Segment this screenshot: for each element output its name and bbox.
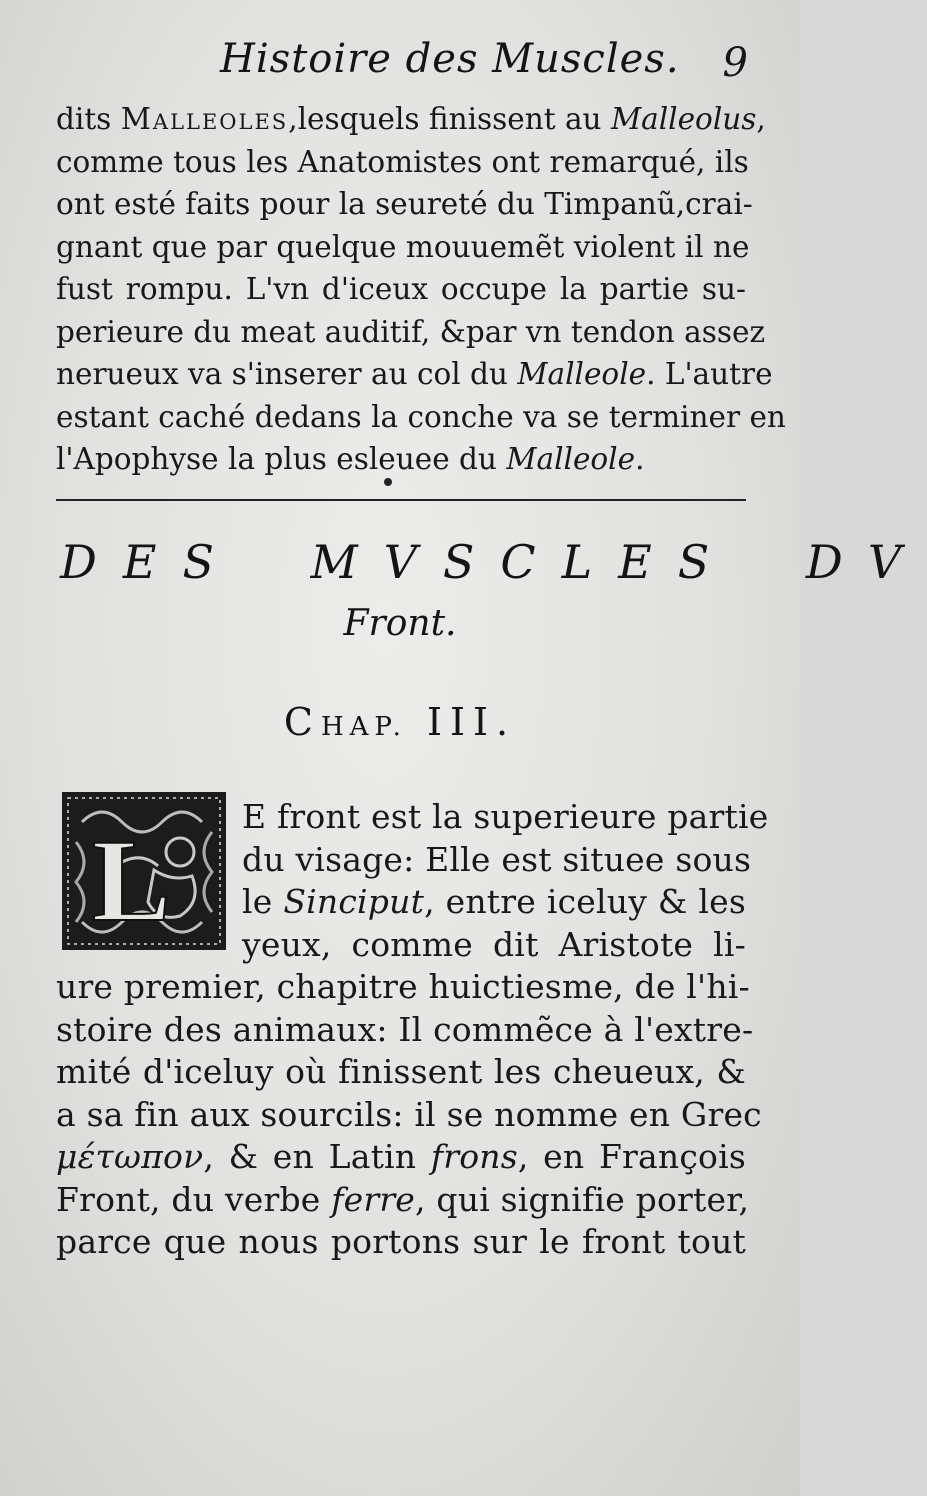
running-title: Histoire des Muscles. (220, 36, 680, 82)
text-line: perieure du meat auditif, &par vn tendon assez (56, 314, 766, 349)
section-subtitle: Front. (343, 603, 457, 644)
section-title: DES MVSCLES DV (60, 535, 927, 589)
text-line: estant caché dedans la conche va se terminer en (56, 399, 786, 434)
text-line: a sa fin aux sourcils: il se nomme en Grec (56, 1094, 762, 1134)
section-divider (56, 499, 746, 501)
text-line: dits Malleoles,lesquels finissent au Malleolus, (56, 102, 766, 136)
text-line: ure premier, chapitre huictiesme, de l'hi- (56, 967, 750, 1006)
text-line: comme tous les Anatomistes ont remarqué, ils (56, 144, 749, 179)
text-line: ont esté faits pour la seureté du Timpanũ,crai- (56, 187, 753, 221)
text-line: stoire des animaux: Il commẽce à l'extre- (56, 1009, 754, 1049)
text-line: E front est la superieure partie (242, 797, 769, 836)
text-line: du visage: Elle est situee sous (242, 839, 752, 879)
text-line: l'Apophyse la plus esleuee du Malleole. (56, 442, 645, 476)
term-sinciput: Sinciput (283, 882, 425, 921)
text-line: mité d'iceluy où finissent les cheueux, & (56, 1052, 746, 1091)
paragraph-malleoles (56, 98, 786, 481)
dropcap-letter: L (92, 815, 171, 946)
chapter-heading: CHAP. III. (283, 700, 517, 744)
term-malleole: Malleole (506, 442, 636, 476)
text-line: μέτωπον, & en Latin frons, en François (56, 1137, 746, 1176)
text-line: yeux, comme dit Aristote li- (242, 924, 746, 964)
ornament-dot (384, 478, 392, 486)
term-greek: μέτωπον (56, 1137, 204, 1176)
text-line: parce que nous portons sur le front tout (56, 1222, 746, 1261)
page-header (60, 36, 750, 98)
paragraph-front (56, 796, 769, 1264)
text-line: nerueux va s'inserer au col du Malleole. L'autre (56, 357, 773, 391)
text-line: gnant que par quelque mouuemẽt violent il ne (56, 229, 750, 264)
page-number: 9 (722, 40, 748, 86)
term-frons: frons (430, 1137, 518, 1176)
text-line: Front, du verbe ferre, qui signifie porter, (56, 1179, 750, 1219)
text-line: le Sinciput, entre iceluy & les (242, 882, 746, 921)
term-ferre: ferre (331, 1179, 416, 1219)
term-malleoles: Malleoles (120, 102, 289, 136)
term-malleole: Malleole (517, 357, 647, 391)
term-malleolus: Malleolus (610, 102, 757, 136)
text-line: fust rompu. L'vn d'iceux occupe la partie su- (56, 272, 746, 306)
